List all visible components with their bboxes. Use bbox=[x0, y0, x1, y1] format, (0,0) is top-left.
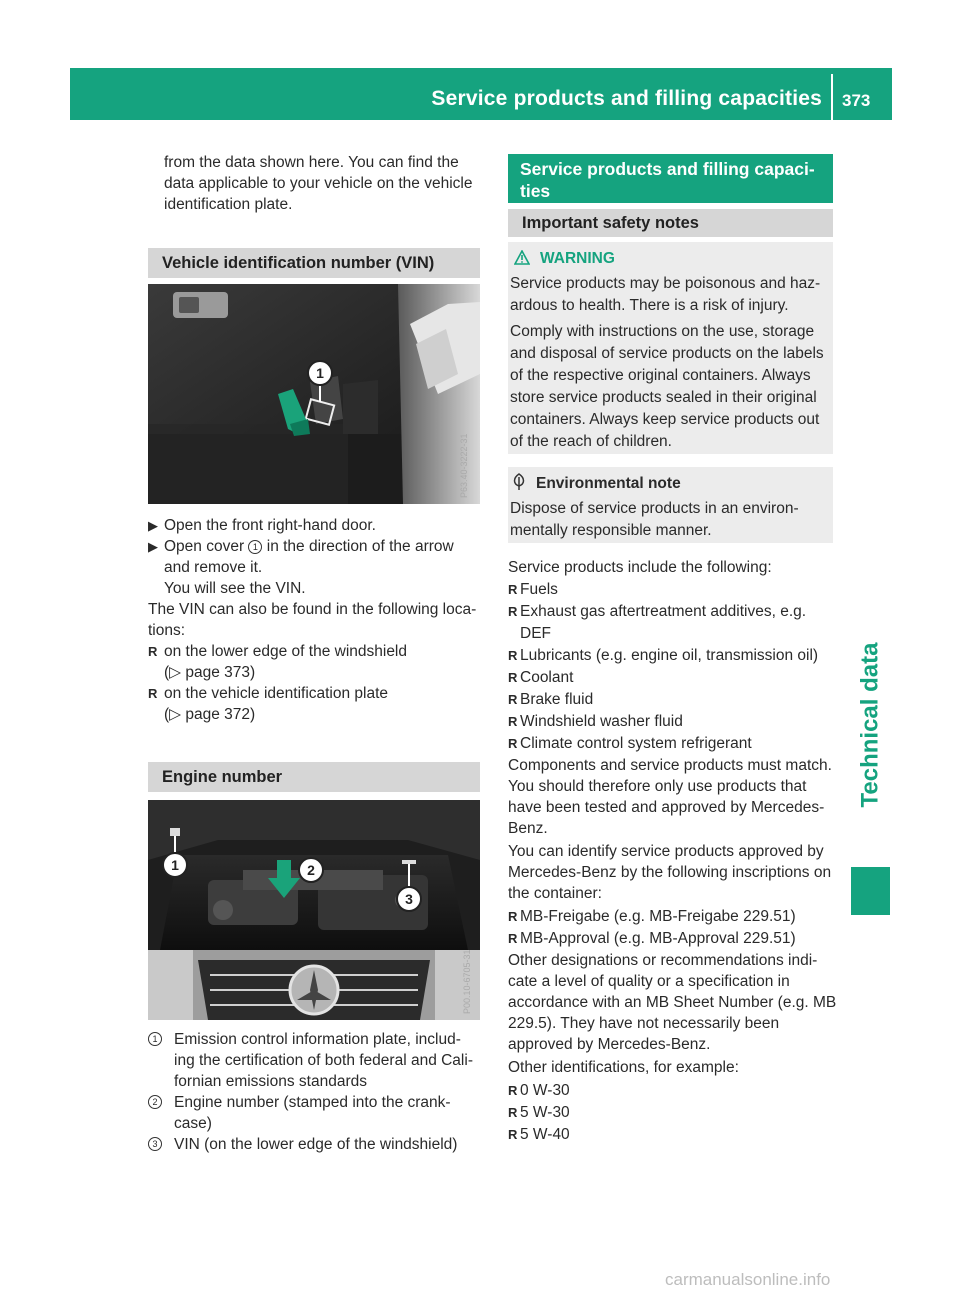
bullet-icon: R bbox=[508, 736, 518, 751]
inscription-text: MB-Approval (e.g. MB-Approval 229.51) bbox=[520, 930, 796, 947]
other-ids-intro: Other identifications, for example: bbox=[508, 1059, 739, 1076]
vin-location-text: on the lower edge of the windshield bbox=[164, 643, 407, 660]
engine-number-heading: Engine number bbox=[148, 762, 480, 792]
bullet-icon: R bbox=[148, 686, 158, 701]
warning-text: and disposal of service products on the labels bbox=[510, 345, 824, 362]
bullet-icon: R bbox=[508, 670, 518, 685]
side-tab-marker bbox=[851, 867, 890, 915]
step-item bbox=[148, 515, 483, 536]
caption-2-icon: 2 bbox=[148, 1095, 162, 1109]
bullet-icon: R bbox=[508, 1127, 518, 1142]
environmental-note-text: Dispose of service products in an environ- bbox=[510, 500, 799, 517]
other-designations-text: 229.5). They have not necessarily been bbox=[508, 1015, 780, 1032]
vin-steps bbox=[148, 515, 483, 725]
vin-location-item bbox=[148, 641, 483, 683]
warning-text: Comply with instructions on the use, storage bbox=[510, 323, 815, 340]
other-id-item bbox=[508, 1080, 838, 1102]
match-text: have been tested and approved by Mercedes- bbox=[508, 799, 825, 816]
warning-text: containers. Always keep service products out bbox=[510, 411, 820, 428]
page-header-title: Service products and filling capacities bbox=[431, 87, 822, 110]
bullet-icon: R bbox=[508, 931, 518, 946]
service-products-text bbox=[508, 557, 838, 1146]
caption-text: Engine number (stamped into the crank- bbox=[174, 1094, 451, 1111]
step-item bbox=[148, 536, 483, 599]
caption-item bbox=[148, 1029, 484, 1092]
vin-heading: Vehicle identification number (VIN) bbox=[148, 248, 480, 278]
warning-text: store service products sealed in their original bbox=[510, 389, 817, 406]
other-id-item bbox=[508, 1124, 838, 1146]
warning-text: of the reach of children. bbox=[510, 433, 672, 450]
caption-text: VIN (on the lower edge of the windshield) bbox=[174, 1136, 458, 1153]
warning-text: of the respective original containers. Always bbox=[510, 367, 811, 384]
caption-text: fornian emissions standards bbox=[174, 1073, 367, 1090]
include-text: Exhaust gas aftertreatment additives, e.g. bbox=[520, 603, 807, 620]
identify-text: Mercedes-Benz by the following inscriptions on bbox=[508, 864, 832, 881]
vin-location-item bbox=[148, 683, 483, 725]
warning-text: Service products may be poisonous and haz- bbox=[510, 275, 821, 292]
include-item bbox=[508, 733, 838, 755]
bullet-icon: R bbox=[508, 604, 518, 619]
environmental-note-text: mentally responsible manner. bbox=[510, 522, 712, 539]
watermark: carmanualsonline.info bbox=[665, 1270, 831, 1289]
caption-text: ing the certification of both federal and Cali- bbox=[174, 1052, 473, 1069]
intro-line: from the data shown here. You can find the bbox=[164, 154, 459, 171]
bullet-icon: R bbox=[508, 714, 518, 729]
engine-callout-3: 3 bbox=[405, 891, 413, 907]
caption-text: case) bbox=[174, 1115, 212, 1132]
caption-item bbox=[148, 1092, 484, 1134]
bullet-icon: R bbox=[508, 692, 518, 707]
identify-text: the container: bbox=[508, 885, 602, 902]
identify-text: You can identify service products approved by bbox=[508, 843, 824, 860]
include-item bbox=[508, 711, 838, 733]
include-item bbox=[508, 579, 838, 601]
includes-intro: Service products include the following: bbox=[508, 559, 772, 576]
intro-paragraph bbox=[164, 152, 484, 215]
match-text: Components and service products must match. bbox=[508, 757, 832, 774]
vin-location-text: on the vehicle identification plate bbox=[164, 685, 389, 702]
bullet-icon: R bbox=[508, 582, 518, 597]
environmental-note-title: Environmental note bbox=[536, 475, 681, 492]
side-tab[interactable] bbox=[850, 590, 890, 860]
include-text: Brake fluid bbox=[520, 691, 594, 708]
include-item bbox=[508, 645, 838, 667]
other-id-text: 5 W-30 bbox=[520, 1104, 570, 1121]
other-designations-text: accordance with an MB Sheet Number (e.g. MB bbox=[508, 994, 837, 1011]
caption-1-icon: 1 bbox=[148, 1032, 162, 1046]
vin-location-photo bbox=[148, 284, 480, 504]
leaf-icon bbox=[512, 473, 526, 498]
other-designations-text: cate a level of quality or a specification in bbox=[508, 973, 790, 990]
vin-also-text: tions: bbox=[148, 622, 186, 639]
section-heading-line: ties bbox=[520, 181, 551, 201]
caption-3-icon: 3 bbox=[148, 1137, 162, 1151]
vin-photo-code: P63.40-3222-31 bbox=[459, 433, 469, 498]
include-item bbox=[508, 667, 838, 689]
engine-callout-1: 1 bbox=[171, 857, 179, 873]
step-arrow-icon: ▶ bbox=[148, 518, 158, 533]
page-reference-link[interactable]: (▷ page 372) bbox=[164, 706, 256, 723]
callout-1-marker: 1 bbox=[316, 365, 324, 381]
caption-item bbox=[148, 1134, 484, 1155]
other-id-item bbox=[508, 1102, 838, 1124]
other-id-text: 0 W-30 bbox=[520, 1082, 570, 1099]
inscription-text: MB-Freigabe (e.g. MB-Freigabe 229.51) bbox=[520, 908, 796, 925]
include-text: Windshield washer fluid bbox=[520, 713, 683, 730]
other-id-text: 5 W-40 bbox=[520, 1126, 570, 1143]
section-heading bbox=[508, 154, 833, 203]
section-heading-line: Service products and filling capaci- bbox=[520, 159, 815, 179]
warning-text: ardous to health. There is a risk of injury. bbox=[510, 297, 789, 314]
vin-also-text: The VIN can also be found in the following loca- bbox=[148, 601, 477, 618]
match-text: You should therefore only use products that bbox=[508, 778, 807, 795]
step-text: in the direction of the arrow bbox=[262, 538, 454, 555]
include-item bbox=[508, 689, 838, 711]
warning-title: WARNING bbox=[540, 250, 615, 267]
other-designations-text: Other designations or recommendations indi- bbox=[508, 952, 818, 969]
step-text: Open cover bbox=[164, 538, 249, 555]
engine-callout-2: 2 bbox=[307, 862, 315, 878]
bullet-icon: R bbox=[148, 644, 158, 659]
bullet-icon: R bbox=[508, 1083, 518, 1098]
side-tab-label: Technical data bbox=[856, 642, 884, 808]
include-text: Lubricants (e.g. engine oil, transmission oil) bbox=[520, 647, 819, 664]
include-text: Coolant bbox=[520, 669, 574, 686]
step-text: Open the front right-hand door. bbox=[164, 517, 376, 534]
step-text: You will see the VIN. bbox=[164, 580, 306, 597]
include-item bbox=[508, 601, 838, 645]
caption-text: Emission control information plate, includ- bbox=[174, 1031, 461, 1048]
engine-captions bbox=[148, 1029, 484, 1155]
other-designations-text: approved by Mercedes-Benz. bbox=[508, 1036, 711, 1053]
bullet-icon: R bbox=[508, 909, 518, 924]
engine-bay-photo bbox=[148, 800, 480, 1020]
inscription-item bbox=[508, 906, 838, 928]
warning-box bbox=[508, 242, 833, 454]
bullet-icon: R bbox=[508, 1105, 518, 1120]
environmental-note-box bbox=[508, 467, 833, 543]
include-text: DEF bbox=[520, 625, 551, 642]
step-arrow-icon: ▶ bbox=[148, 539, 158, 554]
bullet-icon: R bbox=[508, 648, 518, 663]
step-text: and remove it. bbox=[164, 559, 263, 576]
include-text: Climate control system refrigerant bbox=[520, 735, 752, 752]
include-text: Fuels bbox=[520, 581, 558, 598]
intro-line: data applicable to your vehicle on the vehicle bbox=[164, 175, 473, 192]
match-text: Benz. bbox=[508, 820, 548, 837]
page-number: 373 bbox=[842, 91, 871, 110]
engine-photo-code: P00.10-6705-31 bbox=[462, 949, 472, 1014]
callout-1-icon: 1 bbox=[248, 540, 262, 554]
header-divider bbox=[831, 74, 833, 120]
page-reference-link[interactable]: (▷ page 373) bbox=[164, 664, 256, 681]
intro-line: identification plate. bbox=[164, 196, 293, 213]
safety-heading: Important safety notes bbox=[508, 209, 833, 237]
warning-triangle-icon bbox=[514, 250, 530, 271]
inscription-item bbox=[508, 928, 838, 950]
